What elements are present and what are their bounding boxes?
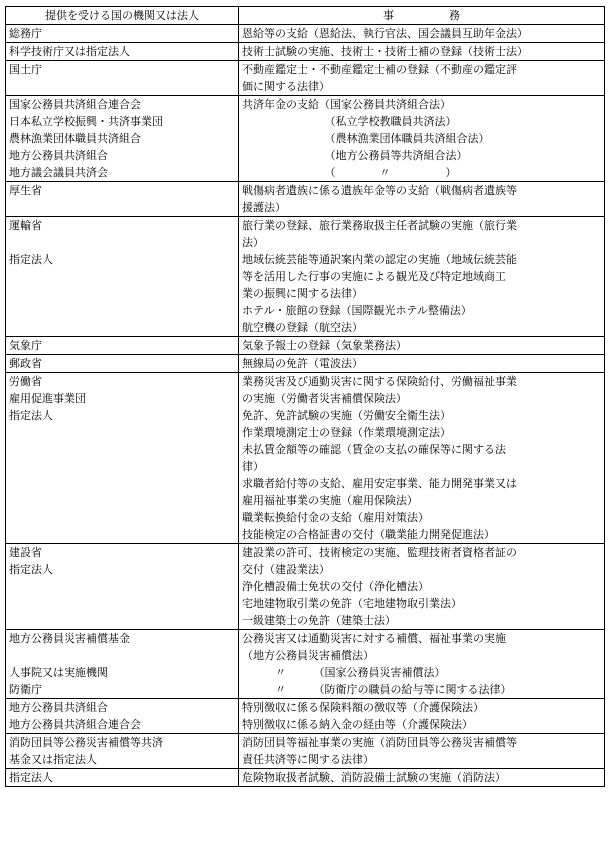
agency-cell [6,96,239,182]
affairs-cell [239,699,605,734]
agency-cell [6,630,239,699]
table-row [6,769,605,787]
agency-line [9,234,235,251]
agency-cell [6,699,239,734]
affairs-line: 援護法） [242,201,286,214]
affairs-line: 浄化槽設備士免状の交付（浄化槽法） [242,580,429,593]
affairs-line: 気象予報士の登録（気象業務法） [242,339,407,352]
affairs-line: 特別徴収に係る保険料額の徴収等（介護保険法） [242,701,484,714]
agency-line: 地方議会議員共済会 [9,166,108,179]
affairs-line: （私立学校教職員共済法） [242,115,457,128]
table-row [6,544,605,630]
affairs-line: 価に関する法律） [242,80,330,93]
affairs-line: （ 〃 ） [242,166,457,179]
agency-line: 指定法人 [9,253,53,266]
affairs-cell [239,61,605,96]
affairs-line: 責任共済等に関する法律） [242,753,374,766]
affairs-cell [239,25,605,43]
agency-line: 総務庁 [9,27,42,40]
affairs-line: 戦傷病者遺族に係る遺族年金等の支給（戦傷病者遺族等 [242,184,517,197]
agency-line: 指定法人 [9,563,53,576]
affairs-line: 消防団員等福祉事業の実施（消防団員等公務災害補償等 [242,736,517,749]
table-row [6,373,605,544]
agency-cell [6,182,239,217]
agency-affairs-table [5,6,605,787]
affairs-cell [239,217,605,337]
agency-line: 科学技術庁又は指定法人 [9,45,130,58]
agency-cell [6,61,239,96]
agency-line [9,647,235,664]
affairs-line: 〃 （防衛庁の職員の給与等に関する法律） [242,683,512,696]
affairs-line: （農林漁業団体職員共済組合法） [242,132,490,145]
affairs-cell [239,337,605,355]
agency-line: 地方公務員共済組合連合会 [9,718,141,731]
agency-cell [6,373,239,544]
affairs-line: （地方公務員等共済組合法） [242,149,468,162]
affairs-line: 不動産鑑定士・不動産鑑定士補の登録（不動産の鑑定評 [242,63,517,76]
affairs-line: 業務災害及び通勤災害に関する保険給付、労働福祉事業 [242,375,517,388]
affairs-line: 無線局の免許（電波法） [242,357,363,370]
agency-line: 防衛庁 [9,683,42,696]
table-row [6,734,605,769]
affairs-line: 求職者給付等の支給、雇用安定事業、能力開発事業又は [242,477,517,490]
header-affairs: 事 務 [239,7,605,25]
affairs-line: ホテル・旅館の登録（国際観光ホテル整備法） [242,304,472,317]
affairs-line: 未払賃金額等の確認（賃金の支払の確保等に関する法 [242,443,506,456]
affairs-cell [239,43,605,61]
agency-line: 雇用促進事業団 [9,392,86,405]
affairs-cell [239,734,605,769]
affairs-line: 宅地建物取引業の免許（宅地建物取引業法） [242,597,462,610]
affairs-line: 地域伝統芸能等通訳案内業の認定の実施（地域伝統芸能 [242,253,517,266]
agency-line: 人事院又は実施機関 [9,666,108,679]
affairs-line: 雇用福祉事業の実施（雇用保険法） [242,494,418,507]
affairs-line: 共済年金の支給（国家公務員共済組合法） [242,98,451,111]
agency-line: 労働省 [9,375,42,388]
table-row [6,217,605,337]
agency-cell [6,734,239,769]
table-row [6,355,605,373]
agency-cell [6,217,239,337]
affairs-line: 建設業の許可、技術検定の実施、監理技術者資格者証の [242,546,517,559]
affairs-line: 一級建築士の免許（建築士法） [242,614,396,627]
table-row [6,630,605,699]
affairs-line: 等を活用した行事の実施による観光及び特定地域商工 [242,270,506,283]
affairs-line: 航空機の登録（航空法） [242,321,363,334]
agency-line: 地方公務員災害補償基金 [9,632,130,645]
agency-line: 基金又は指定法人 [9,753,97,766]
table-row [6,25,605,43]
affairs-cell [239,544,605,630]
agency-line: 地方公務員共済組合 [9,149,108,162]
table-header-row [6,7,605,25]
agency-line: 気象庁 [9,339,42,352]
affairs-cell [239,630,605,699]
affairs-line: 危険物取扱者試験、消防設備士試験の実施（消防法） [242,771,506,784]
agency-line: 運輸省 [9,219,42,232]
affairs-line: 業の振興に関する法律） [242,287,363,300]
agency-line: 農林漁業団体職員共済組合 [9,132,141,145]
affairs-line: 法） [242,236,264,249]
agency-line: 地方公務員共済組合 [9,701,108,714]
agency-line: 国土庁 [9,63,42,76]
agency-line: 日本私立学校振興・共済事業団 [9,115,163,128]
table-row [6,699,605,734]
table-row [6,43,605,61]
agency-line: 指定法人 [9,771,53,784]
agency-cell [6,355,239,373]
affairs-line: 作業環境測定士の登録（作業環境測定法） [242,426,451,439]
affairs-line: の実施（労働者災害補償保険法） [242,392,407,405]
agency-cell [6,43,239,61]
affairs-line: 恩給等の支給（恩給法、執行官法、国会議員互助年金法） [242,27,528,40]
affairs-cell [239,182,605,217]
affairs-cell [239,373,605,544]
agency-cell [6,337,239,355]
affairs-line: 交付（建設業法） [242,563,330,576]
affairs-cell [239,355,605,373]
affairs-cell [239,769,605,787]
agency-line: 指定法人 [9,409,53,422]
table-row [6,337,605,355]
affairs-line: 特別徴収に係る納入金の経由等（介護保険法） [242,718,473,731]
agency-line: 消防団員等公務災害補償等共済 [9,736,163,749]
table-row [6,182,605,217]
affairs-line: 律） [242,460,264,473]
agency-cell [6,544,239,630]
agency-line: 郵政省 [9,357,42,370]
agency-line: 厚生省 [9,184,42,197]
affairs-line: 技術士試験の実施、技術士・技術士補の登録（技術士法） [242,45,528,58]
table-row [6,61,605,96]
table-body [6,25,605,787]
agency-line: 国家公務員共済組合連合会 [9,98,141,111]
agency-cell [6,25,239,43]
affairs-line: 職業転換給付金の支給（雇用対策法） [242,511,429,524]
affairs-line: 技能検定の合格証書の交付（職業能力開発促進法） [242,528,495,541]
affairs-line: 旅行業の登録、旅行業務取扱主任者試験の実施（旅行業 [242,219,517,232]
affairs-cell [239,96,605,182]
affairs-line: （地方公務員災害補償法） [242,649,374,662]
affairs-line: 〃 （国家公務員災害補償法） [242,666,446,679]
affairs-line: 公務災害又は通勤災害に対する補償、福祉事業の実施 [242,632,506,645]
agency-line: 建設省 [9,546,42,559]
agency-cell [6,769,239,787]
header-agency: 提供を受ける国の機関又は法人 [6,7,239,25]
table-row [6,96,605,182]
affairs-line: 免許、免許試験の実施（労働安全衛生法） [242,409,451,422]
